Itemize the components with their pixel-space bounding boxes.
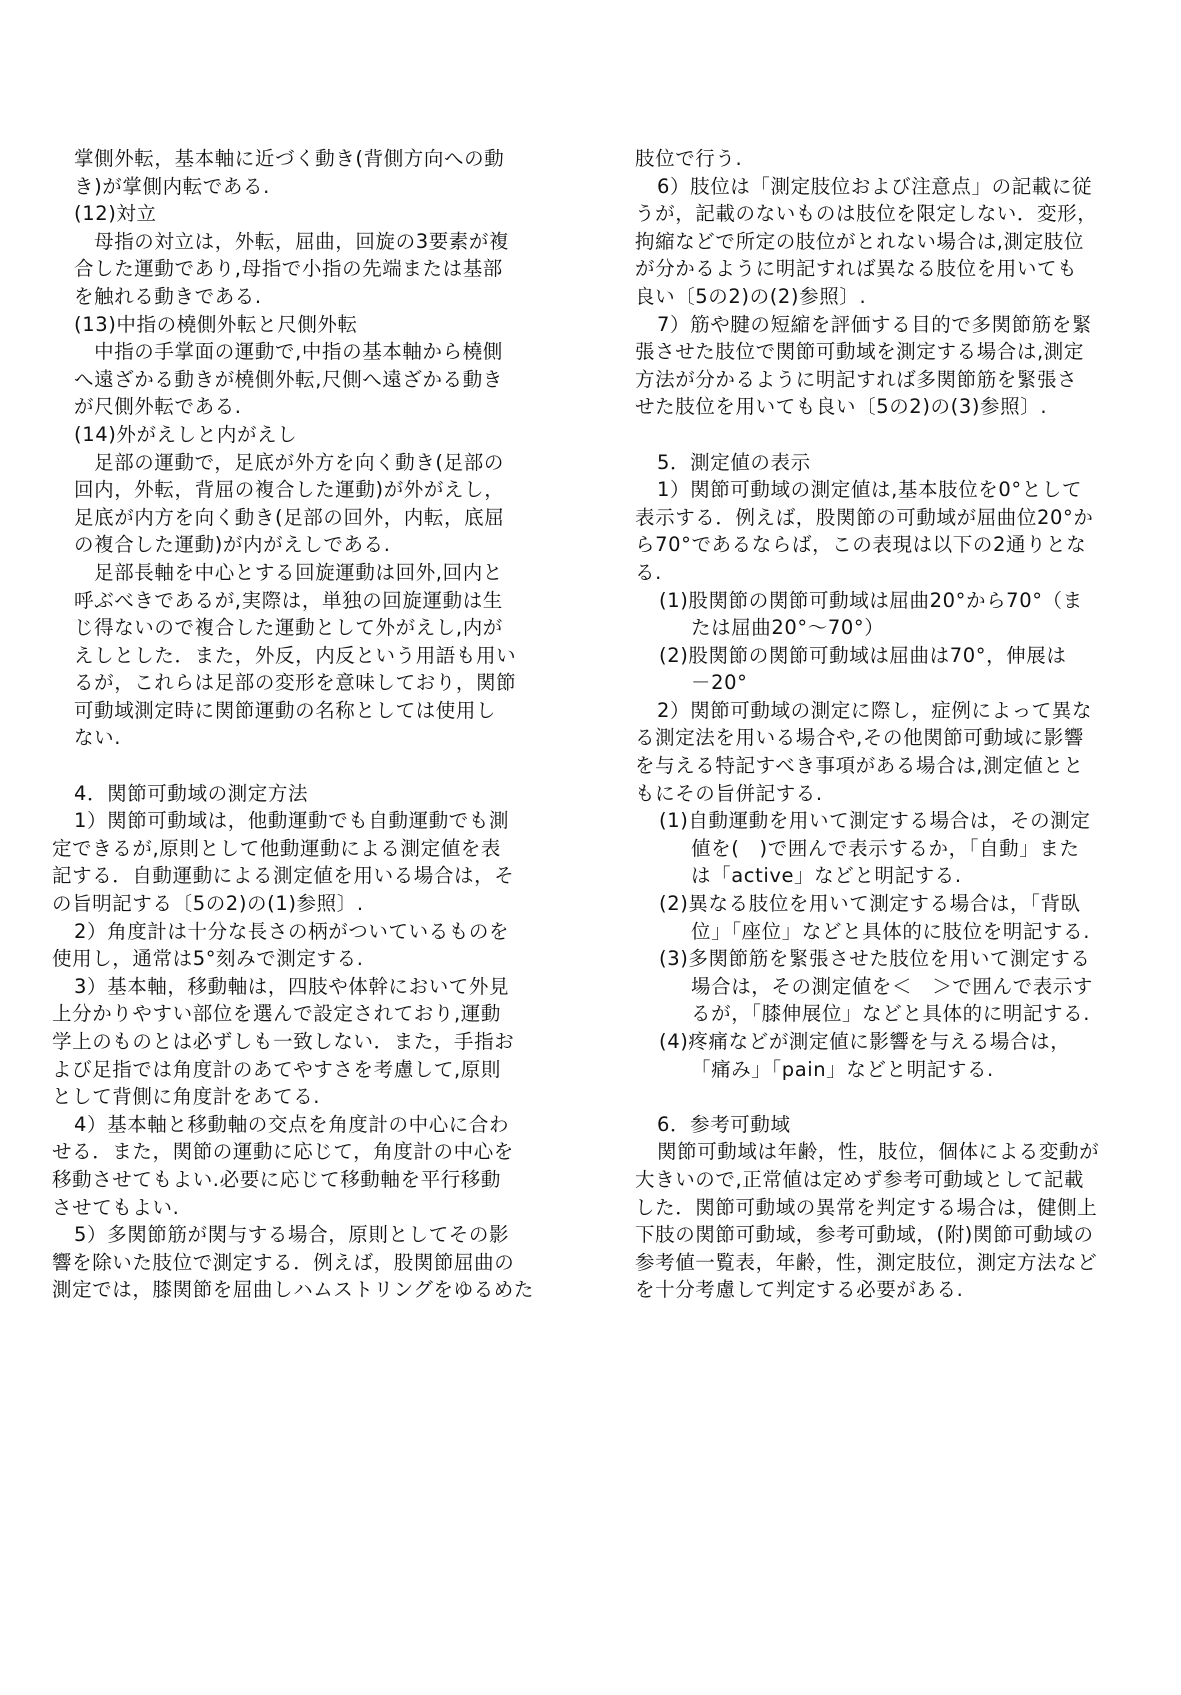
text-line: が尺側外転である. (74, 395, 242, 419)
text-line: 5）多関節筋が関与する場合，原則としてその影 (74, 1223, 510, 1247)
text-line: たは屈曲20°～70°） (691, 616, 885, 640)
text-line: 足部長軸を中心とする回旋運動は回外,回内と (74, 560, 503, 584)
blank-line (635, 1083, 1135, 1111)
text-line: 定できるが,原則として他動運動による測定値を表 (52, 836, 501, 860)
text-line: (1)股関節の関節可動域は屈曲20°から70°（ま (659, 588, 1083, 612)
text-line: よび足指では角度計のあてやすさを考慮して,原則 (52, 1057, 501, 1081)
text-line: 1）関節可動域の測定値は,基本肢位を0°として (657, 478, 1083, 502)
text-line: せた肢位を用いても良い〔5の2)の(3)参照〕. (635, 395, 1048, 419)
text-line: 響を除いた肢位で測定する．例えば，股関節屈曲の (52, 1250, 515, 1274)
text-line: 合した運動であり,母指で小指の先端または基部 (74, 257, 503, 281)
text-line: ない. (74, 726, 121, 750)
text-line: えしとした．また，外反，内反という用語も用い (74, 643, 517, 667)
text-line: (1)自動運動を用いて測定する場合は，その測定 (659, 809, 1091, 833)
text-line: き)が掌側内転である. (74, 174, 270, 198)
text-line: 7）筋や腱の短縮を評価する目的で多関節筋を緊 (657, 312, 1093, 336)
text-line: として背側に角度計をあてる. (52, 1085, 321, 1109)
text-line: るが，これらは足部の変形を意味しており，関節 (74, 671, 517, 695)
text-line: 回内，外転，背屈の複合した運動)が外がえし， (74, 478, 505, 502)
text-line: 4．関節可動域の測定方法 (74, 781, 309, 805)
text-line: へ遠ざかる動きが橈側外転,尺側へ遠ざかる動き (74, 367, 503, 391)
text-line: 6．参考可動域 (657, 1112, 791, 1136)
text-line: 2）角度計は十分な長さの柄がついているものを (74, 919, 510, 943)
text-line: 使用し，通常は5°刻みで測定する. (52, 947, 364, 971)
text-line: うが，記載のないものは肢位を限定しない．変形， (635, 202, 1098, 226)
text-line: 値を( )で囲んで表示するか，「自動」また (691, 836, 1080, 860)
text-line: もにその旨併記する. (635, 781, 823, 805)
text-line: (4)疼痛などが測定値に影響を与える場合は， (659, 1030, 1071, 1053)
text-line: 測定では，膝関節を屈曲しハムストリングをゆるめた (52, 1278, 535, 1302)
text-line: 張させた肢位で関節可動域を測定する場合は,測定 (635, 340, 1084, 364)
text-line: の旨明記する〔5の2)の(1)参照〕. (52, 892, 364, 916)
text-line: 2）関節可動域の測定に際し，症例によって異な (657, 698, 1093, 722)
text-line: 場合は，その測定値を＜ ＞で囲んで表示す (691, 974, 1094, 998)
text-line: (12)対立 (74, 202, 157, 226)
text-line: 表示する．例えば，股関節の可動域が屈曲位20°か (635, 505, 1094, 529)
text-line: 下肢の関節可動域，参考可動域，(附)関節可動域の (635, 1223, 1094, 1247)
text-line: 記する．自動運動による測定値を用いる場合は，そ (52, 864, 515, 888)
text-line: 肢位で行う. (635, 147, 743, 170)
left-column (52, 145, 550, 1304)
text-line: じ得ないので複合した運動として外がえし,内が (74, 616, 503, 640)
text-line: した．関節可動域の異常を判定する場合は，健側上 (635, 1195, 1098, 1219)
blank-line (52, 752, 550, 780)
text-line: を十分考慮して判定する必要がある. (635, 1278, 964, 1302)
text-line: 6）肢位は「測定肢位および注意点」の記載に従 (657, 174, 1093, 198)
text-line: 1）関節可動域は，他動運動でも自動運動でも測 (74, 809, 510, 833)
text-line: 学上のものとは必ずしも一致しない．また，手指お (52, 1030, 515, 1053)
text-line: 位」「座位」などと具体的に肢位を明記する. (691, 919, 1091, 943)
text-line: る. (635, 560, 662, 584)
text-line: ら70°であるならば，この表現は以下の2通りとな (635, 533, 1087, 557)
text-line: 拘縮などで所定の肢位がとれない場合は,測定肢位 (635, 229, 1084, 253)
text-line: 足底が内方を向く動き(足部の回外，内転，底屈 (74, 505, 505, 529)
text-line: を触れる動きである. (74, 284, 262, 308)
text-line: 大きいので,正常値は定めず参考可動域として記載 (635, 1167, 1084, 1191)
text-line: させてもよい. (52, 1195, 180, 1219)
text-line: の複合した運動)が内がえしである. (74, 533, 391, 557)
text-line: 母指の対立は，外転，屈曲，回旋の3要素が複 (74, 229, 510, 253)
text-line: が分かるように明記すれば異なる肢位を用いても (635, 257, 1078, 281)
text-line: 呼ぶべきであるが,実際は，単独の回旋運動は生 (74, 588, 503, 612)
text-line: るが，「膝伸展位」などと具体的に明記する. (691, 1002, 1091, 1026)
text-line: 「痛み」「pain」などと明記する. (691, 1057, 994, 1081)
text-line: 5．測定値の表示 (657, 450, 811, 474)
text-line: 方法が分かるように明記すれば多関節筋を緊張さ (635, 367, 1078, 391)
text-line: せる．また，関節の運動に応じて，角度計の中心を (52, 1140, 514, 1164)
text-line: (14)外がえしと内がえし (74, 422, 298, 446)
text-line: 上分かりやすい部位を選んで設定されており,運動 (52, 1002, 501, 1026)
right-column (635, 145, 1135, 1304)
text-line: 良い〔5の2)の(2)参照〕. (635, 284, 867, 308)
text-line: (2)異なる肢位を用いて測定する場合は，「背臥 (659, 892, 1081, 916)
text-line: を与える特記すべき事項がある場合は,測定値とと (635, 754, 1084, 778)
text-line: (13)中指の橈側外転と尺側外転 (74, 312, 358, 336)
text-line: る測定法を用いる場合や,その他関節可動域に影響 (635, 726, 1084, 750)
text-line: 3）基本軸，移動軸は，四肢や体幹において外見 (74, 974, 510, 998)
text-line: (3)多関節筋を緊張させた肢位を用いて測定する (659, 947, 1091, 971)
text-line: 参考値一覧表，年齢，性，測定肢位，測定方法など (635, 1250, 1098, 1274)
text-line: 関節可動域は年齢，性，肢位，個体による変動が (657, 1140, 1100, 1164)
text-line: 可動域測定時に関節運動の名称としては使用し (74, 698, 497, 722)
text-line: －20° (691, 671, 748, 695)
text-line: 4）基本軸と移動軸の交点を角度計の中心に合わ (74, 1112, 510, 1136)
blank-line (635, 421, 1135, 449)
text-line: 掌側外転，基本軸に近づく動き(背側方向への動 (74, 147, 505, 170)
text-line: は「active」などと明記する. (691, 864, 962, 888)
text-line: 中指の手掌面の運動で,中指の基本軸から橈側 (74, 340, 503, 364)
text-line: (2)股関節の関節可動域は屈曲は70°，伸展は (659, 643, 1067, 667)
text-line: 足部の運動で，足底が外方を向く動き(足部の (74, 450, 504, 474)
text-line: 移動させてもよい.必要に応じて移動軸を平行移動 (52, 1167, 501, 1191)
